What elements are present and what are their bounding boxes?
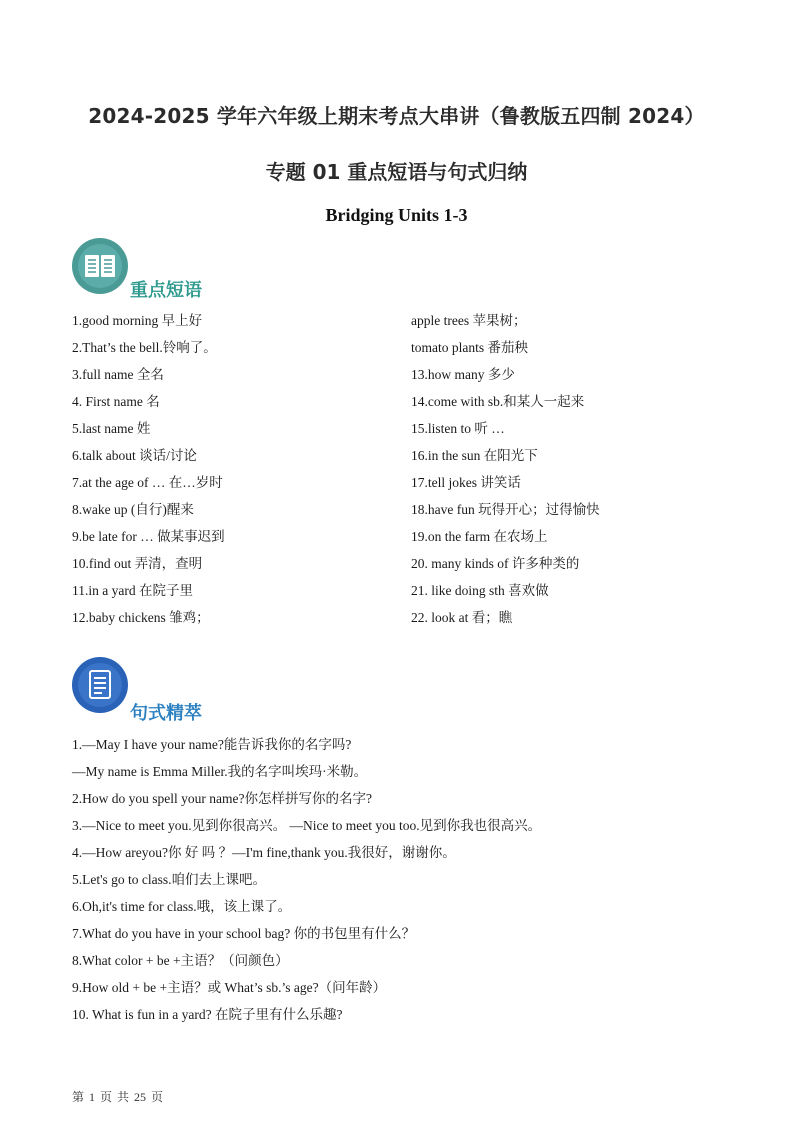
sentences-list (72, 736, 732, 1033)
list-item: 6.talk about 谈话/讨论 (72, 448, 197, 463)
list-item: tomato plants 番茄秧 (411, 340, 528, 355)
list-item: 14.come with sb.和某人一起来 (411, 394, 585, 409)
phrases-list-right (411, 312, 731, 636)
list-item: 7.What do you have in your school bag? 你的书包里有什么？ (72, 926, 416, 941)
list-item: 7.at the age of … 在…岁时 (72, 475, 223, 490)
list-item: 2.How do you spell your name?你怎样拼写你的名字? (72, 791, 372, 806)
list-item: 1.good morning 早上好 (72, 313, 203, 328)
list-item: 20. many kinds of 许多种类的 (411, 556, 580, 571)
list-item: 15.listen to 听 … (411, 421, 505, 436)
list-item: 10.find out 弄清，查明 (72, 556, 203, 571)
list-item: 17.tell jokes 讲笑话 (411, 475, 521, 490)
page-number: 第 1 页 共 25 页 (72, 1090, 164, 1104)
phrases-list-left (72, 312, 392, 636)
list-item: 19.on the farm 在农场上 (411, 529, 548, 544)
list-item: 4.—How areyou?你 好 吗 ？—I'm fine,thank you.我很好，谢谢你。 (72, 845, 456, 860)
list-item: 16.in the sun 在阳光下 (411, 448, 538, 463)
document-icon (72, 657, 128, 713)
list-item: 10. What is fun in a yard? 在院子里有什么乐趣? (72, 1007, 343, 1022)
list-item: 9.How old + be +主语？或 What’s sb.’s age?（问年龄） (72, 980, 387, 995)
list-item: 22. look at 看；瞧 (411, 610, 513, 625)
list-item: 4. First name 名 (72, 394, 160, 409)
list-item: 6.Oh,it's time for class.哦，该上课了。 (72, 899, 292, 914)
list-item: 3.—Nice to meet you.见到你很高兴。 —Nice to meet you too.见到你我也很高兴。 (72, 818, 542, 833)
list-item: 2.That’s the bell.铃响了。 (72, 340, 217, 355)
list-item: 18.have fun 玩得开心；过得愉快 (411, 502, 600, 517)
list-item: 5.last name 姓 (72, 421, 151, 436)
list-item: 1.—May I have your name?能告诉我你的名字吗? (72, 737, 352, 752)
list-item: 11.in a yard 在院子里 (72, 583, 193, 598)
list-item: apple trees 苹果树； (411, 313, 527, 328)
phrases-section-label: 重点短语 (130, 280, 202, 301)
list-item: 21. like doing sth 喜欢做 (411, 583, 549, 598)
list-item: 3.full name 全名 (72, 367, 164, 382)
list-item: 12.baby chickens 雏鸡； (72, 610, 210, 625)
list-item: 5.Let's go to class.咱们去上课吧。 (72, 872, 267, 887)
list-item: —My name is Emma Miller.我的名字叫埃玛·米勒。 (72, 764, 368, 779)
document-title: 2024-2025 学年六年级上期末考点大串讲（鲁教版五四制 2024） (88, 104, 705, 128)
list-item: 13.how many 多少 (411, 367, 515, 382)
topic-title: 专题 01 重点短语与句式归纳 (265, 160, 528, 184)
list-item: 9.be late for … 做某事迟到 (72, 529, 225, 544)
list-item: 8.What color + be +主语？（问颜色） (72, 953, 289, 968)
unit-title: Bridging Units 1-3 (325, 205, 468, 225)
list-item: 8.wake up (自行)醒来 (72, 502, 194, 517)
sentences-section-label: 句式精萃 (130, 703, 202, 724)
book-icon (72, 238, 128, 294)
